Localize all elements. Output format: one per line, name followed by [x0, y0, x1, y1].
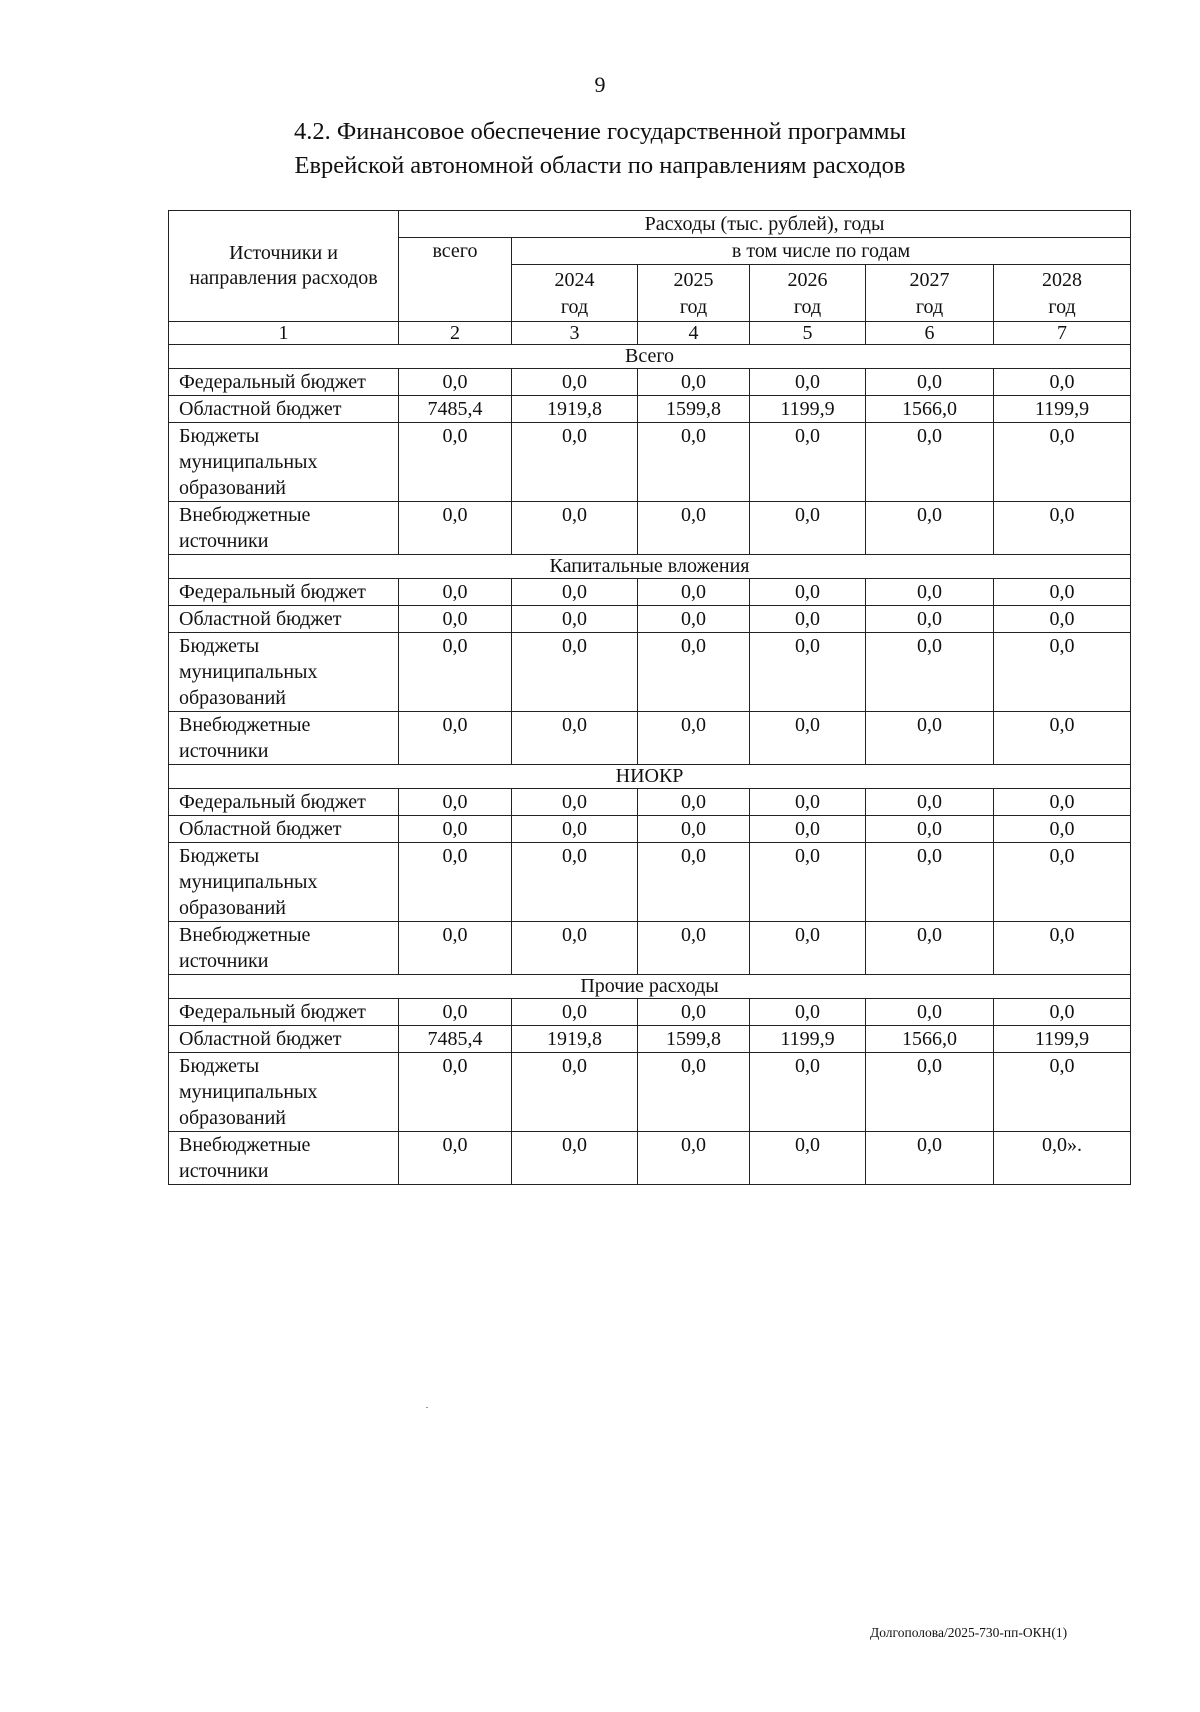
value-year: 0,0 — [994, 369, 1131, 396]
value-year: 0,0 — [750, 369, 866, 396]
table-row — [169, 712, 1131, 765]
value-year: 0,0 — [638, 843, 750, 922]
value-year: 0,0 — [866, 369, 994, 396]
row-label: Федеральный бюджет — [169, 789, 399, 816]
header-year-2028: 2028 год — [994, 265, 1131, 322]
header-expenses: Расходы (тыс. рублей), годы — [399, 211, 1131, 238]
title-line-2: Еврейской автономной области по направлениям расходов — [294, 152, 906, 179]
row-label: Областной бюджет — [169, 396, 399, 423]
column-number: 4 — [638, 322, 750, 345]
section-title: Капитальные вложения — [169, 555, 1131, 579]
value-year: 0,0 — [638, 369, 750, 396]
value-year: 0,0 — [750, 712, 866, 765]
value-year: 0,0 — [512, 922, 638, 975]
header-sources: Источники и направления расходов — [169, 211, 399, 322]
table-row — [169, 423, 1131, 502]
value-year: 0,0 — [638, 1053, 750, 1132]
column-number: 5 — [750, 322, 866, 345]
row-label: Областной бюджет — [169, 1026, 399, 1053]
value-total: 0,0 — [399, 922, 512, 975]
row-label: Бюджеты муниципальных образований — [169, 1053, 399, 1132]
row-label: Областной бюджет — [169, 816, 399, 843]
header-year-2024: 2024 год — [512, 265, 638, 322]
header-total: всего — [399, 238, 512, 322]
column-number: 3 — [512, 322, 638, 345]
row-label: Внебюджетные источники — [169, 1132, 399, 1185]
value-year: 0,0 — [512, 1132, 638, 1185]
value-year: 0,0 — [638, 789, 750, 816]
column-number: 6 — [866, 322, 994, 345]
table-body — [169, 345, 1131, 1185]
value-year: 0,0 — [866, 606, 994, 633]
value-total: 0,0 — [399, 999, 512, 1026]
value-year: 0,0 — [750, 423, 866, 502]
value-total: 0,0 — [399, 1053, 512, 1132]
value-year: 0,0 — [512, 712, 638, 765]
footer-code: Долгополова/2025-730-пп-ОКН(1) — [870, 1625, 1068, 1640]
value-year: 0,0 — [866, 502, 994, 555]
column-numbers-row — [169, 322, 1131, 345]
value-total: 7485,4 — [399, 1026, 512, 1053]
value-year: 0,0 — [512, 816, 638, 843]
title-line-1: 4.2. Финансовое обеспечение государственной программы — [293, 118, 907, 145]
table-row — [169, 369, 1131, 396]
value-year: 0,0 — [512, 369, 638, 396]
document-title — [0, 115, 1200, 183]
value-total: 0,0 — [399, 369, 512, 396]
value-year: 0,0 — [512, 843, 638, 922]
value-year: 0,0 — [750, 999, 866, 1026]
value-total: 0,0 — [399, 579, 512, 606]
value-year: 0,0 — [866, 843, 994, 922]
value-total: 0,0 — [399, 843, 512, 922]
value-year: 0,0 — [994, 999, 1131, 1026]
value-year: 0,0 — [638, 999, 750, 1026]
value-total: 0,0 — [399, 502, 512, 555]
value-year: 0,0 — [866, 579, 994, 606]
table-row — [169, 789, 1131, 816]
value-year: 0,0 — [512, 789, 638, 816]
value-year: 0,0 — [750, 502, 866, 555]
value-total: 7485,4 — [399, 396, 512, 423]
value-total: 0,0 — [399, 1132, 512, 1185]
row-label: Федеральный бюджет — [169, 999, 399, 1026]
section-header-row — [169, 345, 1131, 369]
value-year: 0,0 — [512, 579, 638, 606]
section-title: Прочие расходы — [169, 975, 1131, 999]
value-year: 0,0 — [994, 712, 1131, 765]
value-year: 0,0 — [512, 606, 638, 633]
table-row — [169, 1053, 1131, 1132]
row-label: Внебюджетные источники — [169, 502, 399, 555]
scan-speck — [426, 1407, 428, 1408]
value-year: 0,0 — [994, 423, 1131, 502]
value-year: 0,0 — [750, 606, 866, 633]
value-year: 0,0 — [638, 1132, 750, 1185]
value-year: 0,0 — [866, 1132, 994, 1185]
section-header-row — [169, 555, 1131, 579]
value-year: 1199,9 — [994, 396, 1131, 423]
table-row — [169, 579, 1131, 606]
value-year: 0,0 — [866, 922, 994, 975]
value-year: 0,0 — [638, 423, 750, 502]
value-total: 0,0 — [399, 816, 512, 843]
value-year: 0,0 — [638, 633, 750, 712]
value-year: 0,0 — [866, 1053, 994, 1132]
table-row — [169, 502, 1131, 555]
value-total: 0,0 — [399, 789, 512, 816]
value-year: 0,0 — [866, 999, 994, 1026]
value-year: 0,0 — [866, 633, 994, 712]
value-year: 0,0 — [994, 502, 1131, 555]
table-row — [169, 633, 1131, 712]
value-year: 0,0 — [750, 922, 866, 975]
header-by-years: в том числе по годам — [512, 238, 1131, 265]
table-row — [169, 396, 1131, 423]
value-year: 1199,9 — [750, 1026, 866, 1053]
row-label: Внебюджетные источники — [169, 922, 399, 975]
header-year-2025: 2025 год — [638, 265, 750, 322]
value-year: 0,0 — [866, 423, 994, 502]
value-total: 0,0 — [399, 606, 512, 633]
value-year: 1919,8 — [512, 396, 638, 423]
value-total: 0,0 — [399, 423, 512, 502]
value-year: 0,0 — [994, 579, 1131, 606]
column-number: 1 — [169, 322, 399, 345]
value-year: 0,0 — [638, 606, 750, 633]
value-year: 0,0 — [750, 633, 866, 712]
value-year: 0,0 — [994, 1053, 1131, 1132]
row-label: Федеральный бюджет — [169, 579, 399, 606]
value-year: 0,0 — [750, 1053, 866, 1132]
value-year: 1566,0 — [866, 1026, 994, 1053]
table-header — [169, 211, 1131, 345]
value-year: 0,0 — [638, 579, 750, 606]
column-number: 2 — [399, 322, 512, 345]
value-total: 0,0 — [399, 712, 512, 765]
value-year: 0,0 — [994, 816, 1131, 843]
section-title: Всего — [169, 345, 1131, 369]
table-row — [169, 606, 1131, 633]
row-label: Бюджеты муниципальных образований — [169, 423, 399, 502]
value-year: 1199,9 — [994, 1026, 1131, 1053]
value-year: 0,0». — [994, 1132, 1131, 1185]
value-year: 0,0 — [750, 579, 866, 606]
value-year: 0,0 — [638, 816, 750, 843]
section-header-row — [169, 975, 1131, 999]
table-row — [169, 1132, 1131, 1185]
budget-table — [168, 210, 1131, 1185]
value-year: 0,0 — [750, 816, 866, 843]
value-year: 0,0 — [866, 789, 994, 816]
table-row — [169, 1026, 1131, 1053]
value-year: 0,0 — [994, 606, 1131, 633]
value-year: 0,0 — [750, 1132, 866, 1185]
value-year: 0,0 — [512, 423, 638, 502]
value-year: 0,0 — [750, 789, 866, 816]
value-total: 0,0 — [399, 633, 512, 712]
section-title: НИОКР — [169, 765, 1131, 789]
section-header-row — [169, 765, 1131, 789]
value-year: 0,0 — [750, 843, 866, 922]
value-year: 0,0 — [994, 843, 1131, 922]
value-year: 0,0 — [994, 633, 1131, 712]
value-year: 0,0 — [512, 633, 638, 712]
value-year: 0,0 — [512, 999, 638, 1026]
value-year: 0,0 — [994, 922, 1131, 975]
column-number: 7 — [994, 322, 1131, 345]
row-label: Областной бюджет — [169, 606, 399, 633]
value-year: 0,0 — [638, 502, 750, 555]
row-label: Федеральный бюджет — [169, 369, 399, 396]
value-year: 1599,8 — [638, 396, 750, 423]
value-year: 0,0 — [638, 712, 750, 765]
table-row — [169, 843, 1131, 922]
row-label: Бюджеты муниципальных образований — [169, 633, 399, 712]
table-row — [169, 922, 1131, 975]
value-year: 0,0 — [512, 502, 638, 555]
value-year: 0,0 — [638, 922, 750, 975]
row-label: Бюджеты муниципальных образований — [169, 843, 399, 922]
value-year: 1199,9 — [750, 396, 866, 423]
value-year: 1566,0 — [866, 396, 994, 423]
row-label: Внебюджетные источники — [169, 712, 399, 765]
value-year: 0,0 — [866, 816, 994, 843]
header-year-2026: 2026 год — [750, 265, 866, 322]
header-year-2027: 2027 год — [866, 265, 994, 322]
value-year: 0,0 — [512, 1053, 638, 1132]
table-row — [169, 816, 1131, 843]
value-year: 1919,8 — [512, 1026, 638, 1053]
value-year: 0,0 — [994, 789, 1131, 816]
table-row — [169, 999, 1131, 1026]
value-year: 1599,8 — [638, 1026, 750, 1053]
page-number: 9 — [594, 72, 606, 97]
value-year: 0,0 — [866, 712, 994, 765]
